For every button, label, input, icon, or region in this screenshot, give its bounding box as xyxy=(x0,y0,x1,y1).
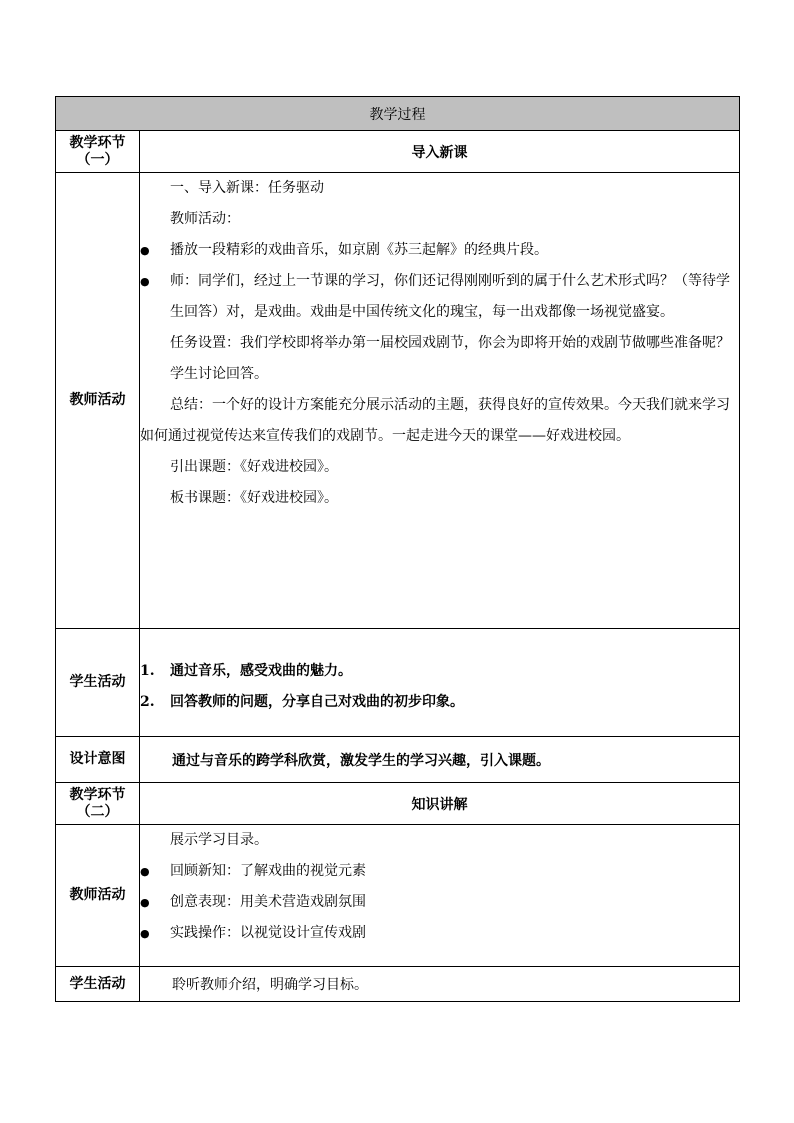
bullet-text: 师：同学们，经过上一节课的学习，你们还记得刚刚听到的属于什么艺术形式吗？（等待学生回答）对，是戏曲。戏曲是中国传统文化的瑰宝，每一出戏都像一场视觉盛宴。 xyxy=(170,273,730,320)
topic-intro: 引出课题：《好戏进校园》。 xyxy=(170,459,338,475)
list-item xyxy=(140,656,739,687)
list-number: 1. xyxy=(140,662,155,679)
bullet-item xyxy=(140,266,739,328)
section1-design-content: 通过与音乐的跨学科欣赏，激发学生的学习兴趣，引入课题。 xyxy=(140,737,740,783)
bullet-dot-icon: ● xyxy=(140,927,150,940)
section2-title: 知识讲解 xyxy=(140,783,740,825)
board-title: 板书课题：《好戏进校园》。 xyxy=(170,490,338,506)
bullet-item xyxy=(140,856,739,887)
section2-header-row xyxy=(56,783,740,825)
section1-student-row xyxy=(56,629,740,737)
bullet-item xyxy=(140,235,739,266)
section1-label: 教学环节（一） xyxy=(56,131,140,173)
section2-teacher-label: 教师活动 xyxy=(56,825,140,967)
section1-title: 导入新课 xyxy=(140,131,740,173)
section1-teacher-row xyxy=(56,173,740,629)
section1-header-row xyxy=(56,131,740,173)
teacher-subheading: 教师活动： xyxy=(170,211,240,227)
section1-design-row xyxy=(56,737,740,783)
table-title: 教学过程 xyxy=(56,97,740,131)
list-number: 2. xyxy=(140,693,155,710)
section2-student-row xyxy=(56,967,740,1002)
bullet-dot-icon: ● xyxy=(140,896,150,909)
section2-teacher-row xyxy=(56,825,740,967)
bullet-text: 回顾新知：了解戏曲的视觉元素 xyxy=(170,863,366,879)
list-text: 回答教师的问题，分享自己对戏曲的初步印象。 xyxy=(170,693,464,710)
bullet-dot-icon: ● xyxy=(140,244,150,257)
section1-student-label: 学生活动 xyxy=(56,629,140,737)
section2-teacher-content xyxy=(140,825,740,967)
section1-design-label: 设计意图 xyxy=(56,737,140,783)
bullet-item xyxy=(140,918,739,949)
list-text: 通过音乐，感受戏曲的魅力。 xyxy=(170,662,352,679)
student-discussion: 学生讨论回答。 xyxy=(170,366,268,382)
bullet-dot-icon: ● xyxy=(140,865,150,878)
section1-teacher-content xyxy=(140,173,740,629)
summary: 总结：一个好的设计方案能充分展示活动的主题，获得良好的宣传效果。今天我们就来学习如何通过视觉传达来宣传我们的戏剧节。一起走进今天的课堂——好戏进校园。 xyxy=(140,397,730,444)
bullet-item xyxy=(140,887,739,918)
section2-student-label: 学生活动 xyxy=(56,967,140,1002)
section1-student-content xyxy=(140,629,740,737)
section2-label: 教学环节（二） xyxy=(56,783,140,825)
table-title-row xyxy=(56,97,740,131)
bullet-dot-icon: ● xyxy=(140,275,150,288)
bullet-text: 创意表现：用美术营造戏剧氛围 xyxy=(170,894,366,910)
bullet-text: 播放一段精彩的戏曲音乐，如京剧《苏三起解》的经典片段。 xyxy=(170,242,548,258)
bullet-text: 实践操作：以视觉设计宣传戏剧 xyxy=(170,925,366,941)
teacher-intro: 展示学习目录。 xyxy=(170,832,268,848)
teacher-heading: 一、导入新课：任务驱动 xyxy=(170,180,324,196)
task-setting: 任务设置：我们学校即将举办第一届校园戏剧节，你会为即将开始的戏剧节做哪些准备呢？ xyxy=(170,335,730,351)
section2-student-content: 聆听教师介绍，明确学习目标。 xyxy=(140,967,740,1002)
section1-teacher-label: 教师活动 xyxy=(56,173,140,629)
lesson-process-table xyxy=(55,96,740,1002)
list-item xyxy=(140,687,739,718)
